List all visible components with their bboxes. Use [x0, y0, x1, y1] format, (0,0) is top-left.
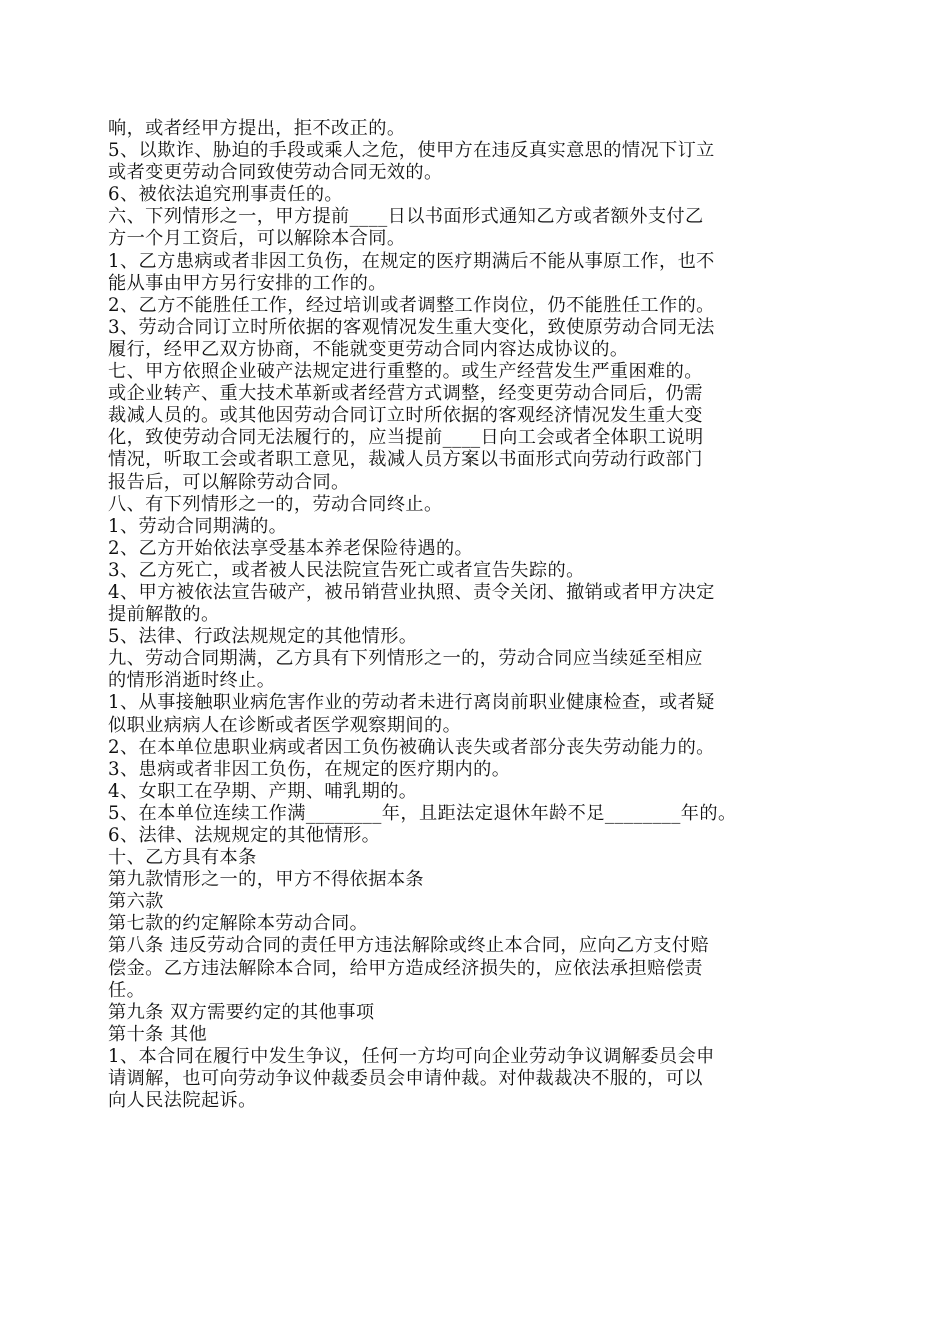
text-line: 第九条 双方需要约定的其他事项	[108, 1001, 375, 1023]
text-line: 1、从事接触职业病危害作业的劳动者未进行离岗前职业健康检查，或者疑	[108, 692, 715, 714]
text-line: 3、劳动合同订立时所依据的客观情况发生重大变化，致使原劳动合同无法	[108, 316, 715, 338]
text-line: 响，或者经甲方提出，拒不改正的。	[108, 118, 406, 139]
text-line: 情况，听取工会或者职工意见，裁减人员方案以书面形式向劳动行政部门	[108, 449, 703, 471]
text-line: 请调解，也可向劳动争议仲裁委员会申请仲裁。对仲裁裁决不服的，可以	[108, 1068, 703, 1090]
document-page	[108, 118, 848, 1112]
text-line: 报告后，可以解除劳动合同。	[108, 471, 350, 493]
text-line: 第九款情形之一的，甲方不得依据本条	[108, 869, 424, 891]
text-line: 似职业病病人在诊断或者医学观察期间的。	[108, 714, 462, 736]
text-line: 裁减人员的。或其他因劳动合同订立时所依据的客观经济情况发生重大变	[108, 405, 703, 427]
text-line: 或企业转产、重大技术革新或者经营方式调整，经变更劳动合同后，仍需	[108, 383, 703, 405]
text-line: 能从事由甲方另行安排的工作的。	[108, 272, 387, 294]
text-line: 2、乙方开始依法享受基本养老保险待遇的。	[108, 537, 474, 559]
text-line: 2、乙方不能胜任工作，经过培训或者调整工作岗位，仍不能胜任工作的。	[108, 294, 715, 316]
text-line: 第六款	[108, 891, 164, 913]
text-line: 6、被依法追究刑事责任的。	[108, 184, 344, 206]
text-line: 第十条 其他	[108, 1023, 208, 1045]
text-line: 第七款的约定解除本劳动合同。	[108, 913, 369, 935]
text-line: 偿金。乙方违法解除本合同，给甲方造成经济损失的，应依法承担赔偿责	[108, 957, 703, 979]
text-line: 或者变更劳动合同致使劳动合同无效的。	[108, 162, 443, 184]
text-line: 1、乙方患病或者非因工负伤，在规定的医疗期满后不能从事原工作，也不	[108, 250, 715, 272]
text-line: 1、劳动合同期满的。	[108, 515, 288, 537]
text-line: 2、在本单位患职业病或者因工负伤被确认丧失或者部分丧失劳动能力的。	[108, 736, 715, 758]
text-line: 5、以欺诈、胁迫的手段或乘人之危，使甲方在违反真实意思的情况下订立	[108, 140, 715, 162]
text-line: 十、乙方具有本条	[108, 847, 257, 869]
text-line: 第八条 违反劳动合同的责任甲方违法解除或终止本合同，应向乙方支付赔	[108, 935, 709, 957]
text-line: 1、本合同在履行中发生争议，任何一方均可向企业劳动争议调解委员会申	[108, 1045, 715, 1067]
text-line: 的情形消逝时终止。	[108, 670, 276, 692]
text-line: 方一个月工资后，可以解除本合同。	[108, 228, 406, 250]
text-line: 5、在本单位连续工作满________年，且距法定退休年龄不足________年的。	[108, 802, 737, 824]
text-line: 履行，经甲乙双方协商，不能就变更劳动合同内容达成协议的。	[108, 338, 629, 360]
text-line: 6、法律、法规规定的其他情形。	[108, 825, 381, 846]
text-line: 六、下列情形之一，甲方提前____日以书面形式通知乙方或者额外支付乙	[108, 206, 704, 228]
text-line: 九、劳动合同期满，乙方具有下列情形之一的，劳动合同应当续延至相应	[108, 648, 703, 670]
text-line: 七、甲方依照企业破产法规定进行重整的。或生产经营发生严重困难的。	[108, 361, 703, 383]
text-line: 4、女职工在孕期、产期、哺乳期的。	[108, 780, 418, 802]
text-line: 5、法律、行政法规规定的其他情形。	[108, 626, 418, 648]
text-line: 提前解散的。	[108, 604, 220, 626]
text-line: 4、甲方被依法宣告破产，被吊销营业执照、责令关闭、撤销或者甲方决定	[108, 581, 715, 603]
text-line: 3、乙方死亡，或者被人民法院宣告死亡或者宣告失踪的。	[108, 559, 585, 581]
text-line: 任。	[108, 979, 146, 1001]
text-line: 向人民法院起诉。	[108, 1090, 257, 1112]
text-line: 3、患病或者非因工负伤，在规定的医疗期内的。	[108, 758, 511, 780]
text-line: 化，致使劳动合同无法履行的，应当提前____日向工会或者全体职工说明	[108, 427, 704, 449]
text-line: 八、有下列情形之一的，劳动合同终止。	[108, 493, 443, 515]
